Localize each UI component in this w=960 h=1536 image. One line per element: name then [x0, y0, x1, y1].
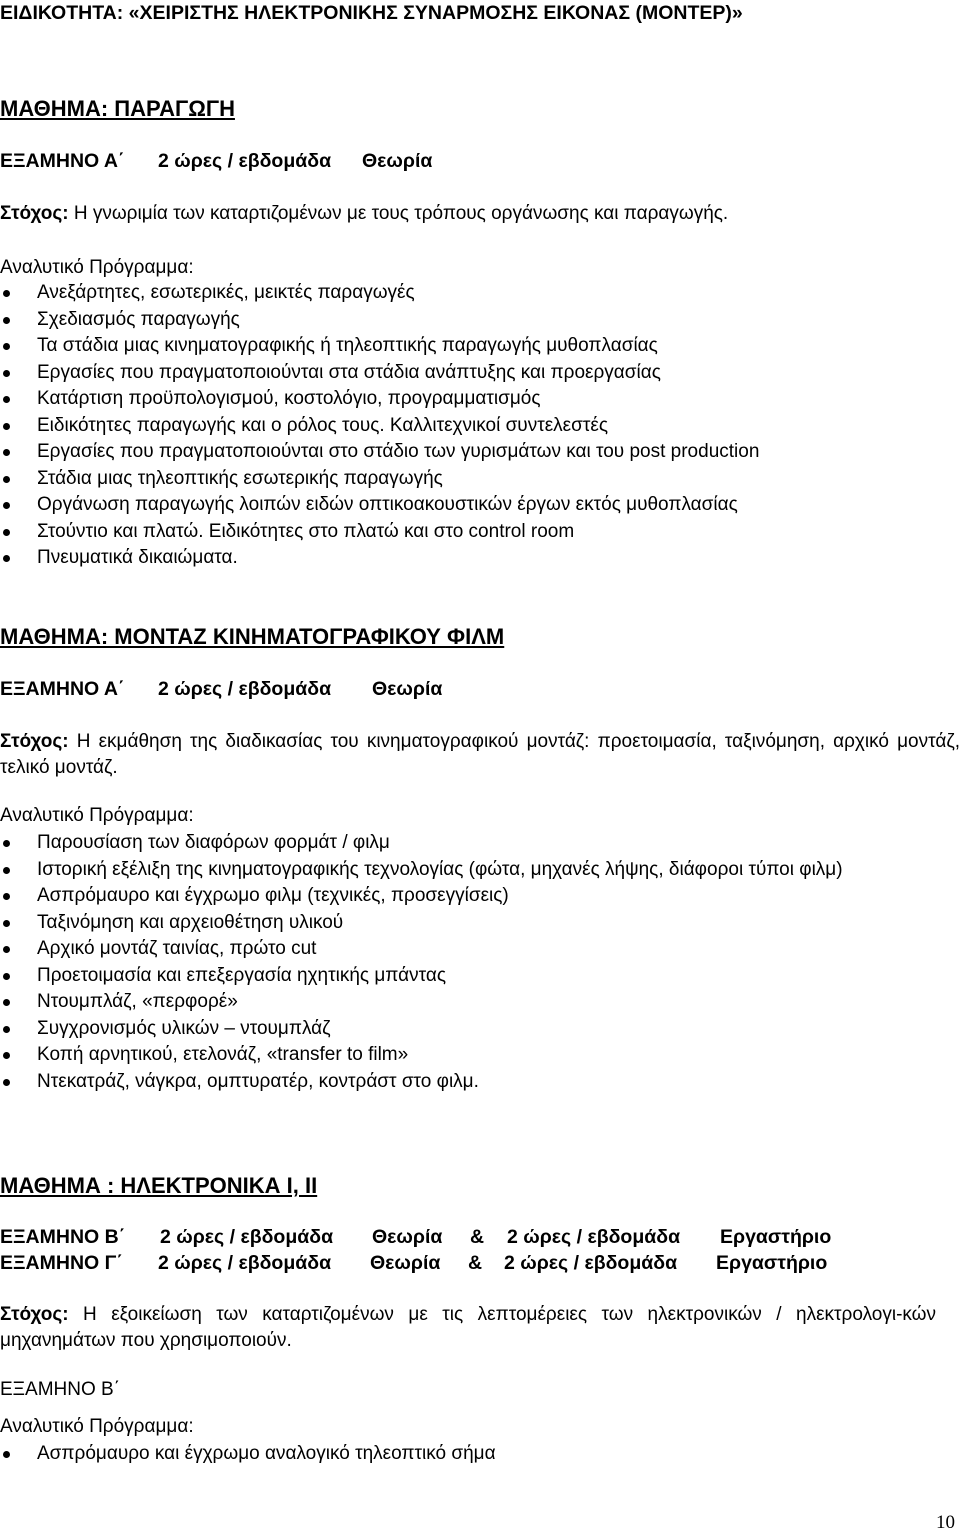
- list-item: Κοπή αρνητικού, ετελονάζ, «transfer to film»: [0, 1042, 960, 1069]
- list-item: Προετοιμασία και επεξεργασία ηχητικής μπάντας: [0, 963, 960, 990]
- list-item: Ντεκατράζ, νάγκρα, ομπτυρατέρ, κοντράστ στο φιλμ.: [0, 1069, 960, 1096]
- semester-hours: 2 ώρες / εβδομάδα: [158, 150, 332, 172]
- list-item: Ανεξάρτητες, εσωτερικές, μεικτές παραγωγές: [0, 280, 960, 307]
- list-item: Ιστορική εξέλιξη της κινηματογραφικής τεχνολογίας (φώτα, μηχανές λήψης, διάφοροι τύποι φιλμ): [0, 857, 960, 884]
- semester-line: [0, 1224, 831, 1250]
- semester-line: [0, 148, 432, 174]
- ampersand: &: [468, 1252, 483, 1274]
- syllabus-list: [0, 830, 960, 1095]
- sub-semester-heading: ΕΞΑΜΗΝΟ Β΄: [0, 1379, 121, 1400]
- course-title-production: ΜΑΘΗΜΑ: ΠΑΡΑΓΩΓΗ: [0, 96, 235, 121]
- course-title-electronics: ΜΑΘΗΜΑ : ΗΛΕΚΤΡΟΝΙΚΑ Ι, ΙΙ: [0, 1173, 318, 1198]
- list-item: Πνευματικά δικαιώματα.: [0, 545, 960, 572]
- list-item: Εργασίες που πραγματοποιούνται στο στάδιο των γυρισμάτων και του post production: [0, 439, 960, 466]
- goal-label: Στόχος:: [0, 731, 69, 752]
- goal-label: Στόχος:: [0, 203, 69, 224]
- semester-type: Εργαστήριο: [720, 1226, 832, 1248]
- semester-type: Εργαστήριο: [716, 1252, 828, 1274]
- semester-hours: 2 ώρες / εβδομάδα: [507, 1226, 681, 1248]
- ampersand: &: [470, 1226, 485, 1248]
- list-item: Ασπρόμαυρο και έγχρωμο αναλογικό τηλεοπτικό σήμα: [0, 1441, 960, 1468]
- list-item: Αρχικό μοντάζ ταινίας, πρώτο cut: [0, 936, 960, 963]
- syllabus-label: Αναλυτικό Πρόγραμμα:: [0, 805, 194, 826]
- semester-name: ΕΞΑΜΗΝΟ Α΄: [0, 150, 125, 172]
- goal-text: Η γνωριμία των καταρτιζομένων με τους τρόπους οργάνωσης και παραγωγής.: [68, 203, 729, 224]
- semester-type: Θεωρία: [372, 678, 443, 700]
- semester-line: [0, 1250, 827, 1276]
- list-item: Κατάρτιση προϋπολογισμού, κοστολόγιο, προγραμματισμός: [0, 386, 960, 413]
- goal-text: Η εξοικείωση των καταρτιζομένων με τις λεπτομέρειες των ηλεκτρονικών / ηλεκτρολογι-κών μηχανημάτων που χρησιμοποιούν.: [0, 1304, 936, 1351]
- goal-label: Στόχος:: [0, 1304, 69, 1325]
- syllabus-list: [0, 280, 960, 572]
- semester-hours: 2 ώρες / εβδομάδα: [160, 1226, 334, 1248]
- semester-hours: 2 ώρες / εβδομάδα: [504, 1252, 678, 1274]
- list-item: Εργασίες που πραγματοποιούνται στα στάδια ανάπτυξης και προεργασίας: [0, 360, 960, 387]
- semester-type: Θεωρία: [362, 150, 433, 172]
- course-goal: [0, 1302, 936, 1354]
- semester-line: [0, 676, 442, 702]
- list-item: Ταξινόμηση και αρχειοθέτηση υλικού: [0, 910, 960, 937]
- semester-name: ΕΞΑΜΗΝΟ Α΄: [0, 678, 125, 700]
- course-title-film-editing: ΜΑΘΗΜΑ: ΜΟΝΤΑΖ ΚΙΝΗΜΑΤΟΓΡΑΦΙΚΟΥ ΦΙΛΜ: [0, 624, 505, 649]
- syllabus-list: [0, 1441, 960, 1468]
- list-item: Συγχρονισμός υλικών – ντουμπλάζ: [0, 1016, 960, 1043]
- semester-name: ΕΞΑΜΗΝΟ Β΄: [0, 1226, 126, 1248]
- course-goal: [0, 729, 960, 781]
- semester-hours: 2 ώρες / εβδομάδα: [158, 1252, 332, 1274]
- list-item: Στούντιο και πλατώ. Ειδικότητες στο πλατώ και στο control room: [0, 519, 960, 546]
- list-item: Στάδια μιας τηλεοπτικής εσωτερικής παραγωγής: [0, 466, 960, 493]
- syllabus-label: Αναλυτικό Πρόγραμμα:: [0, 257, 194, 278]
- list-item: Σχεδιασμός παραγωγής: [0, 307, 960, 334]
- semester-name: ΕΞΑΜΗΝΟ Γ΄: [0, 1252, 123, 1274]
- goal-text: Η εκμάθηση της διαδικασίας του κινηματογραφικού μοντάζ: προετοιμασία, ταξινόμηση, αρχικό μοντάζ, τελικό μοντάζ.: [0, 731, 960, 778]
- document-title: ΕΙΔΙΚΟΤΗΤΑ: «ΧΕΙΡΙΣΤΗΣ ΗΛΕΚΤΡΟΝΙΚΗΣ ΣΥΝΑΡΜΟΣΗΣ ΕΙΚΟΝΑΣ (ΜΟΝΤΕΡ)»: [0, 2, 743, 24]
- list-item: Τα στάδια μιας κινηματογραφικής ή τηλεοπτικής παραγωγής μυθοπλασίας: [0, 333, 960, 360]
- semester-type: Θεωρία: [370, 1252, 441, 1274]
- page-number: 10: [936, 1512, 955, 1533]
- syllabus-label: Αναλυτικό Πρόγραμμα:: [0, 1416, 194, 1437]
- list-item: Ασπρόμαυρο και έγχρωμο φιλμ (τεχνικές, προσεγγίσεις): [0, 883, 960, 910]
- semester-type: Θεωρία: [372, 1226, 443, 1248]
- list-item: Ειδικότητες παραγωγής και ο ρόλος τους. Καλλιτεχνικοί συντελεστές: [0, 413, 960, 440]
- list-item: Ντουμπλάζ, «περφορέ»: [0, 989, 960, 1016]
- semester-hours: 2 ώρες / εβδομάδα: [158, 678, 332, 700]
- list-item: Οργάνωση παραγωγής λοιπών ειδών οπτικοακουστικών έργων εκτός μυθοπλασίας: [0, 492, 960, 519]
- list-item: Παρουσίαση των διαφόρων φορμάτ / φιλμ: [0, 830, 960, 857]
- course-goal: [0, 201, 960, 227]
